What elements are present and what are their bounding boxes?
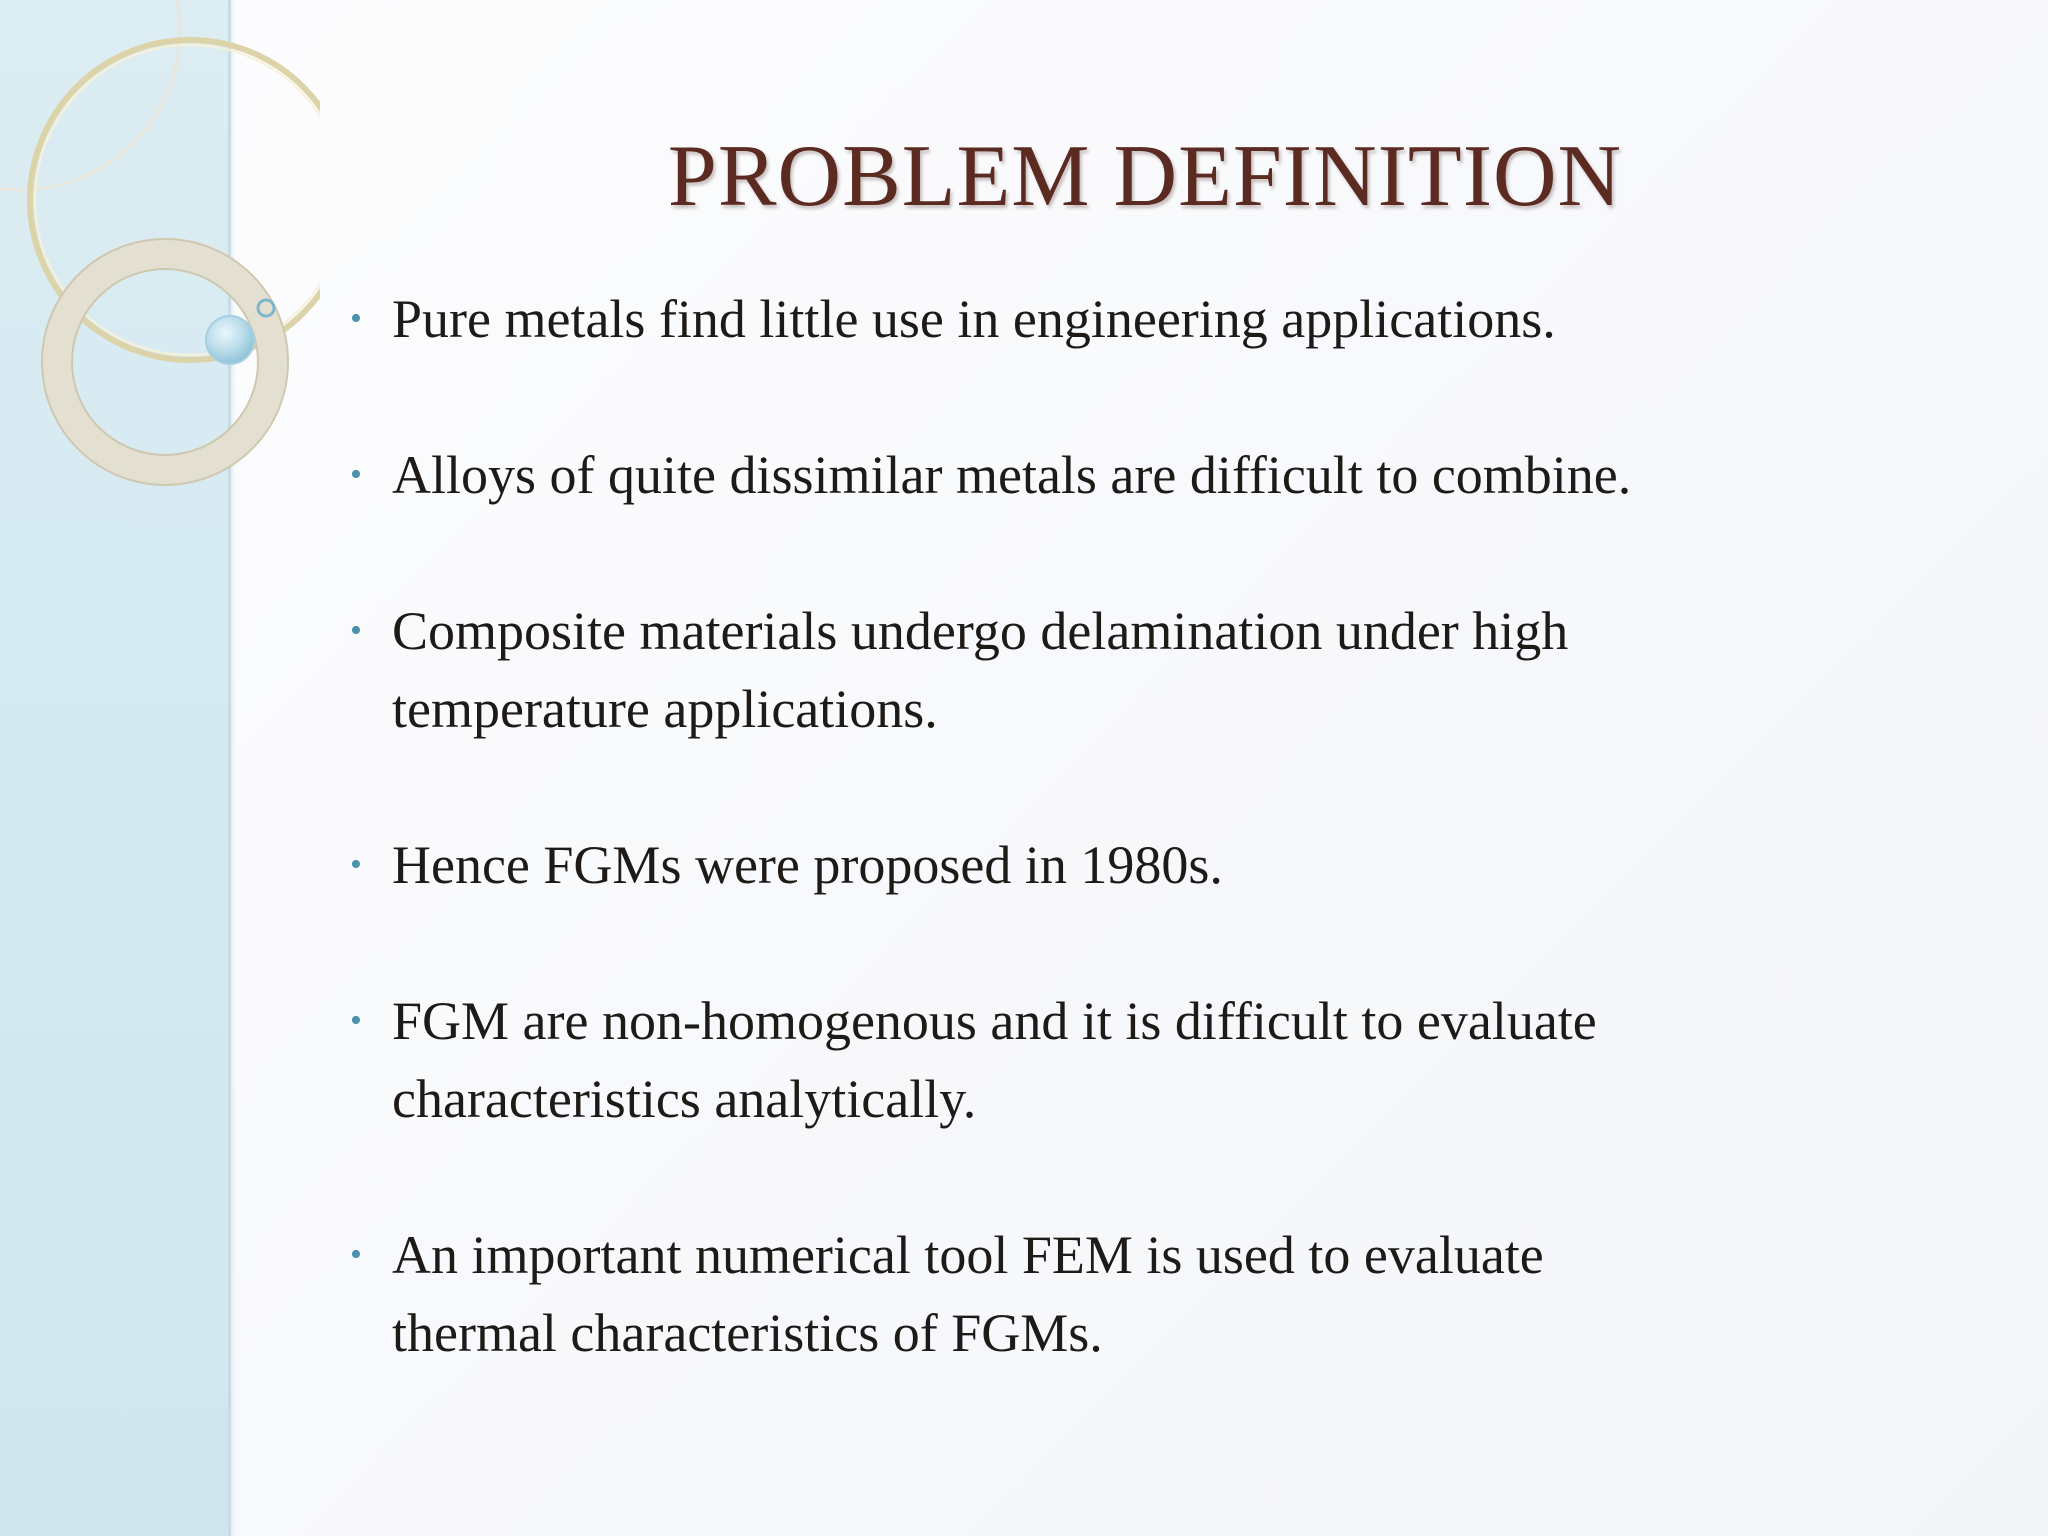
- bullet-dot-icon: •: [350, 1002, 362, 1039]
- bullet-text: An important numerical tool FEM is used to evaluate thermal characteristics of FGMs.: [392, 1225, 1544, 1363]
- bullet-list: [340, 280, 1840, 1372]
- slide-title: PROBLEM DEFINITION: [667, 128, 1623, 225]
- corner-circle-shape: [0, 0, 180, 190]
- bullet-text: Alloys of quite dissimilar metals are difficult to combine.: [392, 445, 1632, 505]
- bullet-item: [340, 592, 1840, 748]
- blue-bubble-shape: [206, 316, 254, 364]
- bullet-text: FGM are non-homogenous and it is difficult to evaluate characteristics analytically.: [392, 991, 1597, 1129]
- bullet-dot-icon: •: [350, 300, 362, 337]
- bullet-item: [340, 826, 1840, 904]
- bullet-dot-icon: •: [350, 1236, 362, 1273]
- bullet-dot-icon: •: [350, 456, 362, 493]
- bullet-item: [340, 982, 1840, 1138]
- bullet-item: [340, 280, 1840, 358]
- decorative-rings-graphic: [0, 0, 320, 520]
- bullet-text: Pure metals find little use in engineering applications.: [392, 289, 1556, 349]
- bullet-text: Composite materials undergo delamination under high temperature applications.: [392, 601, 1569, 739]
- bullet-dot-icon: •: [350, 612, 362, 649]
- bullet-dot-icon: •: [350, 846, 362, 883]
- bullet-item: [340, 436, 1840, 514]
- bullet-item: [340, 1216, 1840, 1372]
- bullet-text: Hence FGMs were proposed in 1980s.: [392, 835, 1223, 895]
